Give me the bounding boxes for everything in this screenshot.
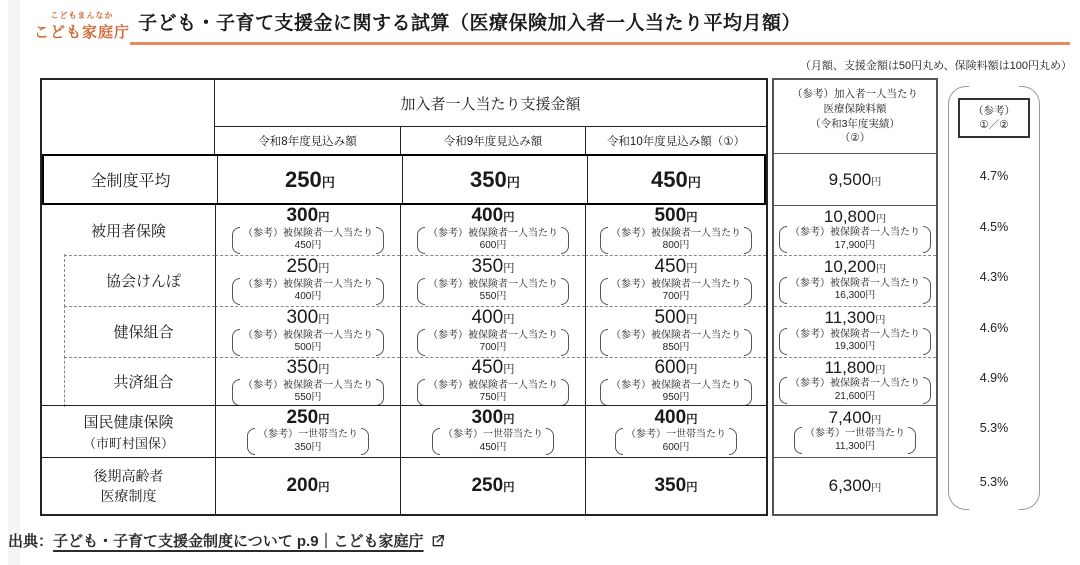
row-label: 被用者保険 (90, 222, 166, 240)
row-label-header-cell (42, 80, 215, 154)
ratio-value: 5.3% (979, 475, 1009, 489)
row-label: 国民健康保険 （市町村国保） (42, 405, 215, 457)
table-row (42, 306, 766, 357)
reference-note: （参考）一世帯当たり 11,300円 (794, 427, 916, 454)
year-header: 令和8年度見込み額 (258, 135, 357, 148)
support-amount-cell: 250円 (217, 156, 402, 203)
source-line (8, 530, 445, 551)
reference-note: （参考）被保険者一人当たり 800円 (600, 227, 752, 254)
reference-note: （参考）被保険者一人当たり 600円 (417, 227, 569, 254)
ratio-value: 4.7% (979, 169, 1009, 183)
premium-amount-cell: 10,200円 （参考）被保険者一人当たり 16,300円 (774, 255, 936, 306)
table-row (42, 154, 766, 205)
page-edge-strip (8, 0, 20, 565)
reference-note: （参考）被保険者一人当たり 450円 (232, 227, 384, 254)
support-amount-cell: 600円 （参考）被保険者一人当たり 950円 (585, 357, 766, 406)
estimate-table-area (40, 78, 1040, 523)
reference-note: （参考）被保険者一人当たり 19,300円 (779, 328, 931, 355)
row-label: 全制度平均 (90, 173, 171, 190)
premium-amount-cell: 6,300円 (774, 457, 936, 514)
reference-note: （参考）被保険者一人当たり 750円 (417, 379, 569, 406)
ratio-value: 4.5% (979, 220, 1009, 234)
year-header: 令和9年度見込み額 (400, 127, 585, 154)
premium-amount-cell: 10,800円 （参考）被保険者一人当たり 17,900円 (774, 205, 936, 255)
reference-note: （参考）被保険者一人当たり 950円 (600, 379, 752, 406)
reference-note: （参考）被保険者一人当たり 17,900円 (779, 226, 931, 253)
support-table (40, 78, 768, 516)
logo-tagline: こどもまんなか (50, 11, 114, 20)
support-amount-cell: 450円 (587, 156, 764, 203)
table-row (42, 457, 766, 514)
premium-amount-cell: 9,500円 (828, 169, 882, 189)
support-amount-cell: 250円 （参考）被保険者一人当たり 400円 (215, 255, 400, 306)
premium-amount-cell: 7,400円 （参考）一世帯当たり 11,300円 (774, 405, 936, 457)
support-amount-cell: 500円 （参考）被保険者一人当たり 800円 (585, 205, 766, 255)
support-amount-cell: 400円 （参考）被保険者一人当たり 600円 (400, 205, 585, 255)
premium-amount-cell: 11,800円 （参考）被保険者一人当たり 21,600円 (774, 357, 936, 405)
support-amount-cell: 350円 (402, 156, 587, 203)
support-group-header: 加入者一人当たり支援金額 (215, 80, 766, 127)
rounding-note: （月額、支援金額は50円丸め、保険料額は100円丸め） (799, 60, 1072, 72)
support-amount-cell: 250円 (400, 457, 585, 514)
support-amount-cell: 450円 （参考）被保険者一人当たり 750円 (400, 357, 585, 406)
premium-amount-cell: 11,300円 （参考）被保険者一人当たり 19,300円 (774, 306, 936, 357)
support-amount-cell: 350円 (585, 457, 766, 514)
table-row (42, 205, 766, 255)
ratio-value: 4.9% (979, 371, 1009, 385)
reference-note: （参考）一世帯当たり 450円 (432, 428, 554, 455)
external-link-icon (431, 534, 445, 548)
row-label: 共済組合 (42, 357, 215, 406)
support-amount-cell: 200円 (215, 457, 400, 514)
support-table-header (42, 80, 766, 154)
premium-header: （参考）加入者一人当たり 医療保険料額 （令和3年度実績） （②） (774, 80, 936, 154)
title-underline (130, 8, 1070, 45)
support-amount-cell: 500円 （参考）被保険者一人当たり 850円 (585, 306, 766, 357)
support-amount-cell: 350円 （参考）被保険者一人当たり 550円 (215, 357, 400, 406)
reference-note: （参考）一世帯当たり 350円 (247, 428, 369, 455)
reference-note: （参考）被保険者一人当たり 700円 (417, 329, 569, 356)
reference-note: （参考）被保険者一人当たり 16,300円 (779, 277, 931, 304)
reference-note: （参考）被保険者一人当たり 550円 (417, 278, 569, 305)
row-label: 協会けんぽ (42, 255, 215, 306)
page-title: 子ども・子育て支援金に関する試算（医療保険加入者一人当たり平均月額） (138, 13, 802, 34)
reference-note: （参考）被保険者一人当たり 850円 (600, 329, 752, 356)
ratio-bracket (948, 86, 1040, 510)
logo-name: こども家庭庁 (34, 24, 131, 41)
support-amount-cell: 400円 （参考）一世帯当たり 600円 (585, 405, 766, 457)
ratio-header: （参考） ①／② (958, 98, 1030, 138)
source-prefix: 出典： (8, 533, 54, 550)
header (34, 8, 1070, 45)
reference-note: （参考）被保険者一人当たり 700円 (600, 278, 752, 305)
ratio-value: 4.3% (979, 270, 1009, 284)
year-header: 令和10年度見込み額（①） (585, 127, 766, 154)
ratio-value: 5.3% (979, 421, 1009, 435)
row-label: 健保組合 (42, 306, 215, 357)
reference-note: （参考）一世帯当たり 600円 (615, 428, 737, 455)
row-label: 後期高齢者 医療制度 (42, 457, 215, 514)
ratio-value: 4.6% (979, 321, 1009, 335)
reference-note: （参考）被保険者一人当たり 500円 (232, 329, 384, 356)
support-amount-cell: 300円 （参考）一世帯当たり 450円 (400, 405, 585, 457)
support-amount-cell: 450円 （参考）被保険者一人当たり 700円 (585, 255, 766, 306)
support-amount-cell: 350円 （参考）被保険者一人当たり 550円 (400, 255, 585, 306)
support-amount-cell: 250円 （参考）一世帯当たり 350円 (215, 405, 400, 457)
support-amount-cell: 300円 （参考）被保険者一人当たり 500円 (215, 306, 400, 357)
source-link[interactable]: 子ども・子育て支援金制度について p.9｜こども家庭庁 (53, 530, 445, 551)
premium-table (772, 78, 938, 516)
reference-note: （参考）被保険者一人当たり 400円 (232, 278, 384, 305)
table-row (42, 255, 766, 306)
reference-note: （参考）被保険者一人当たり 21,600円 (779, 377, 931, 404)
year-headers (215, 127, 766, 154)
table-row (42, 405, 766, 457)
agency-logo (34, 10, 130, 45)
reference-note: （参考）被保険者一人当たり 550円 (232, 379, 384, 406)
support-amount-cell: 300円 （参考）被保険者一人当たり 450円 (215, 205, 400, 255)
table-row (42, 357, 766, 405)
support-amount-cell: 400円 （参考）被保険者一人当たり 700円 (400, 306, 585, 357)
